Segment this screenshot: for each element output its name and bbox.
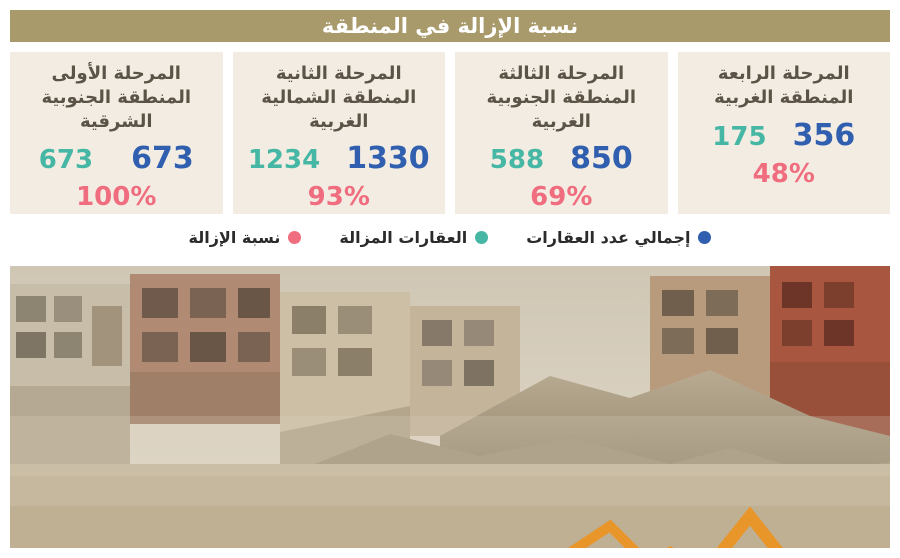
legend-item-removed: [339, 228, 488, 247]
card-percent-value: 48%: [752, 158, 815, 189]
card-percent-value: 69%: [530, 182, 593, 213]
stats-card-phase-four: [678, 52, 891, 214]
card-total-value: 356: [792, 117, 856, 153]
page-title: نسبة الإزالة في المنطقة: [321, 14, 579, 38]
legend-label-total: إجمالي عدد العقارات: [526, 227, 691, 247]
card-title-line2: المنطقة الجنوبية الشرقية: [41, 86, 192, 132]
card-title: [233, 62, 446, 133]
stats-card-row: [10, 52, 890, 214]
chart-legend: [10, 222, 890, 252]
card-percent-value: 93%: [307, 182, 370, 213]
card-total-value: 850: [570, 141, 633, 177]
card-title: [455, 62, 668, 133]
legend-dot-total-icon: [698, 231, 711, 244]
stats-card-phase-three: [455, 52, 668, 214]
legend-dot-percent-icon: [288, 231, 301, 244]
card-title-line1: المرحلة الأولى: [51, 63, 181, 84]
card-total-value: 1330: [346, 141, 430, 177]
card-removed-value: 588: [489, 145, 545, 176]
card-removed-value: 673: [38, 145, 94, 176]
card-title-line1: المرحلة الرابعة: [717, 63, 850, 84]
page-title-bar: [10, 10, 890, 42]
card-numbers: [712, 118, 855, 153]
stats-card-phase-one: [10, 52, 223, 214]
card-removed-value: 175: [712, 121, 767, 152]
legend-label-percent: نسبة الإزالة: [188, 227, 281, 247]
card-total-value: 673: [131, 141, 194, 177]
card-title-line1: المرحلة الثالثة: [498, 63, 625, 84]
legend-item-total: [526, 228, 711, 247]
card-title-line2: المنطقة الجنوبية الغربية: [486, 86, 637, 132]
card-numbers: [490, 141, 633, 176]
legend-label-removed: العقارات المزالة: [339, 227, 468, 247]
card-title-line2: المنطقة الشمالية الغربية: [261, 86, 417, 132]
legend-item-percent: [189, 228, 302, 247]
legend-dot-removed-icon: [475, 231, 488, 244]
card-title-line2: المنطقة الغربية: [714, 86, 854, 108]
demolition-site-photo: [10, 266, 890, 548]
stats-card-phase-two: [233, 52, 446, 214]
card-numbers: [39, 141, 194, 176]
card-percent-value: 100%: [76, 182, 157, 213]
card-title: [714, 62, 853, 110]
card-title: [10, 62, 223, 133]
card-numbers: [248, 141, 430, 176]
card-title-line1: المرحلة الثانية: [275, 63, 402, 84]
card-removed-value: 1234: [247, 145, 321, 176]
